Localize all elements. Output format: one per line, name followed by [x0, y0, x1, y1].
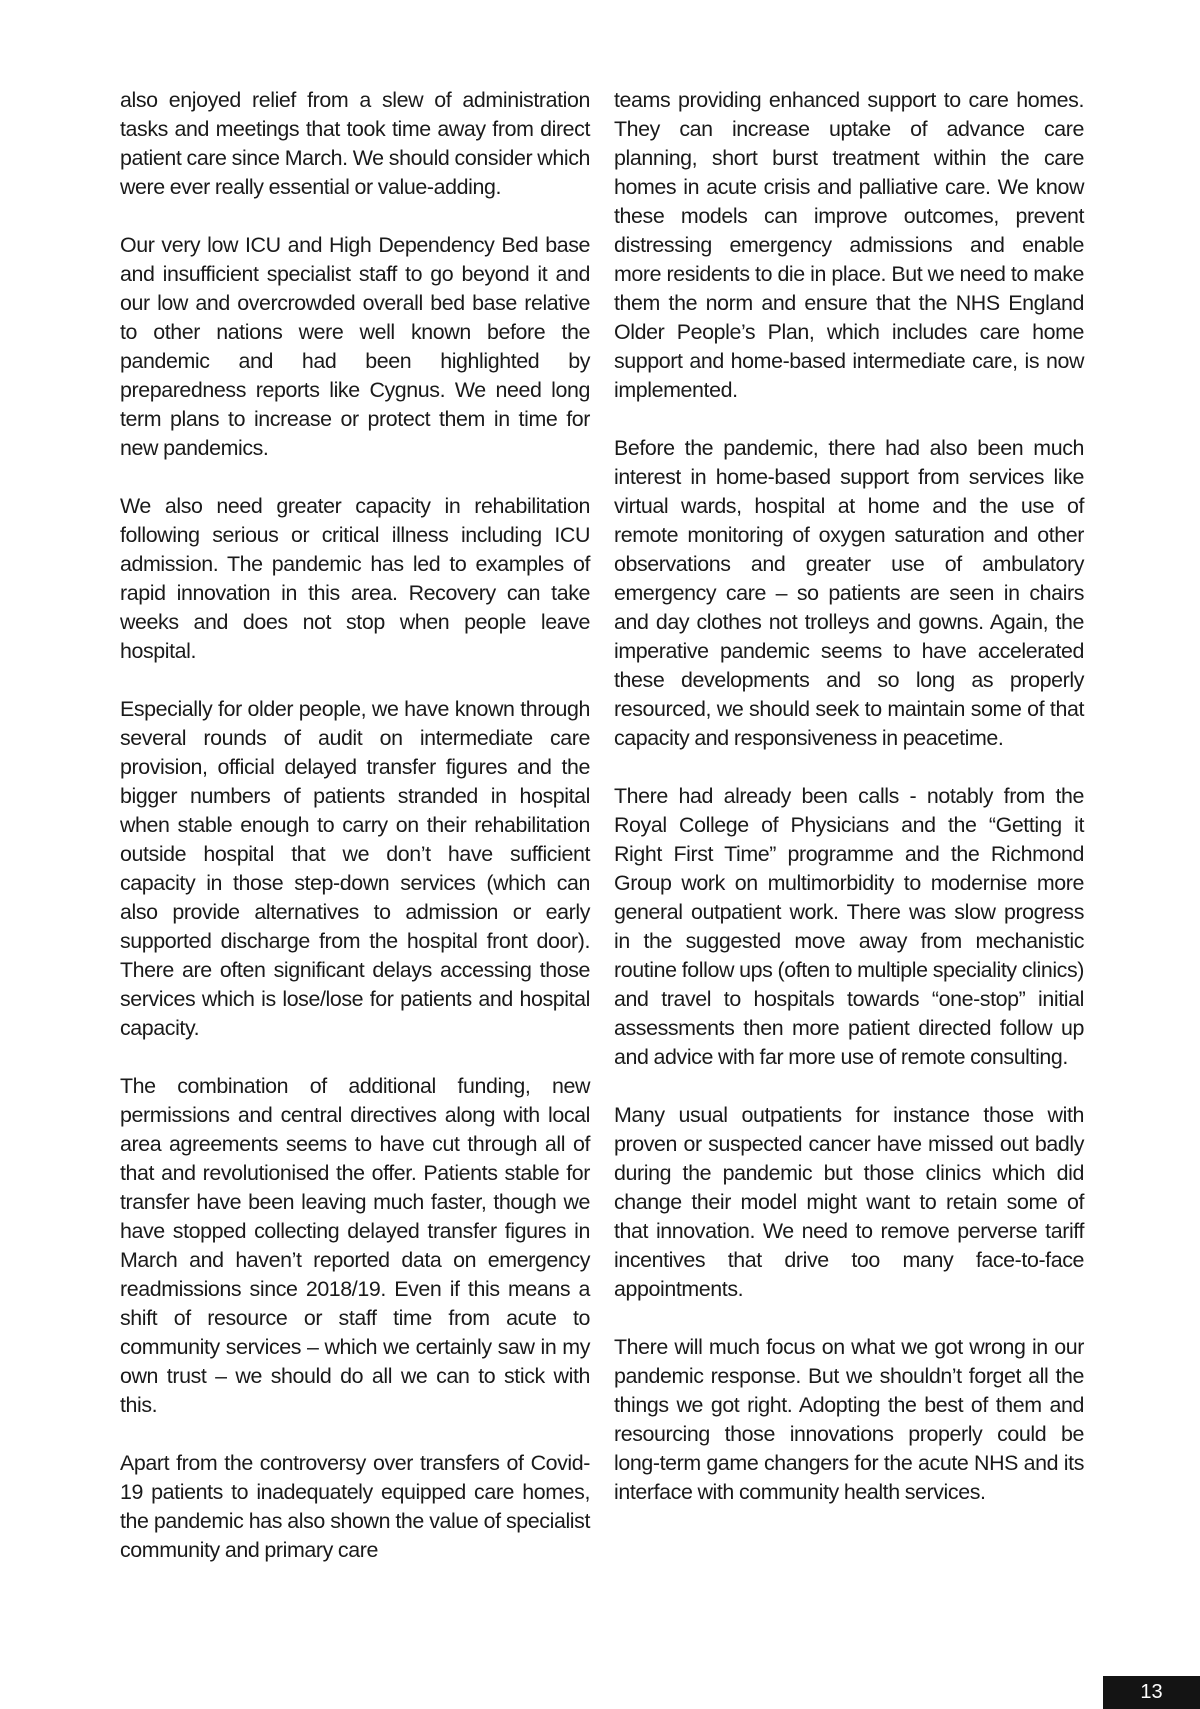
- paragraph: There had already been calls - notably from the Royal College of Physicians and the “Getting it Right First Time” programme and the Richmond Group work on multimorbidity to modernise more general outpatient work. There was slow progress in the suggested move away from mechanistic routine follow ups (often to multiple speciality clinics) and travel to hospitals towards “one-stop” initial assessments then more patient directed follow up and advice with far more use of remote consulting.: [614, 784, 1084, 1069]
- left-column: [120, 86, 590, 1565]
- paragraph: Many usual outpatients for instance those with proven or suspected cancer have missed out badly during the pandemic but those clinics which did change their model might want to retain some of that innovation. We need to remove perverse tariff incentives that drive too many face-to-face appointments.: [614, 1103, 1084, 1301]
- paragraph: teams providing enhanced support to care homes. They can increase uptake of advance care planning, short burst treatment within the care homes in acute crisis and palliative care. We know these models can improve outcomes, prevent distressing emergency admissions and enable more residents to die in place. But we need to make them the norm and ensure that the NHS England Older People’s Plan, which includes care home support and home-based intermediate care, is now implemented.: [614, 88, 1084, 402]
- right-column: [614, 86, 1084, 1507]
- paragraph: We also need greater capacity in rehabilitation following serious or critical illness including ICU admission. The pandemic has led to examples of rapid innovation in this area. Recovery can take weeks and does not stop when people leave hospital.: [120, 494, 590, 663]
- paragraph: The combination of additional funding, new permissions and central directives along with local area agreements seems to have cut through all of that and revolutionised the offer. Patients stable for transfer have been leaving much faster, though we have stopped collecting delayed transfer figures in March and haven’t reported data on emergency readmissions since 2018/19. Even if this means a shift of resource or staff time from acute to community services – which we certainly saw in my own trust – we should do all we can to stick with this.: [120, 1074, 590, 1417]
- paragraph: Our very low ICU and High Dependency Bed base and insufficient specialist staff to go beyond it and our low and overcrowded overall bed base relative to other nations were well known before the pandemic and had been highlighted by preparedness reports like Cygnus. We need long term plans to increase or protect them in time for new pandemics.: [120, 233, 590, 460]
- paragraph: Apart from the controversy over transfers of Covid-19 patients to inadequately equipped care homes, the pandemic has also shown the value of specialist community and primary care: [120, 1451, 590, 1562]
- paragraph: There will much focus on what we got wrong in our pandemic response. But we shouldn’t forget all the things we got right. Adopting the best of them and resourcing those innovations properly could be long-term game changers for the acute NHS and its interface with community health services.: [614, 1335, 1084, 1504]
- paragraph: Especially for older people, we have known through several rounds of audit on intermediate care provision, official delayed transfer figures and the bigger numbers of patients stranded in hospital when stable enough to carry on their rehabilitation outside hospital that we don’t have sufficient capacity in those step-down services (which can also provide alternatives to admission or early supported discharge from the hospital front door). There are often significant delays accessing those services which is lose/lose for patients and hospital capacity.: [120, 697, 590, 1040]
- paragraph: also enjoyed relief from a slew of administration tasks and meetings that took time away from direct patient care since March. We should consider which were ever really essential or value-adding.: [120, 88, 590, 199]
- page-number-badge: 13: [1103, 1676, 1200, 1709]
- paragraph: Before the pandemic, there had also been much interest in home-based support from services like virtual wards, hospital at home and the use of remote monitoring of oxygen saturation and other observations and greater use of ambulatory emergency care – so patients are seen in chairs and day clothes not trolleys and gowns. Again, the imperative pandemic seems to have accelerated these developments and so long as properly resourced, we should seek to maintain some of that capacity and responsiveness in peacetime.: [614, 436, 1084, 750]
